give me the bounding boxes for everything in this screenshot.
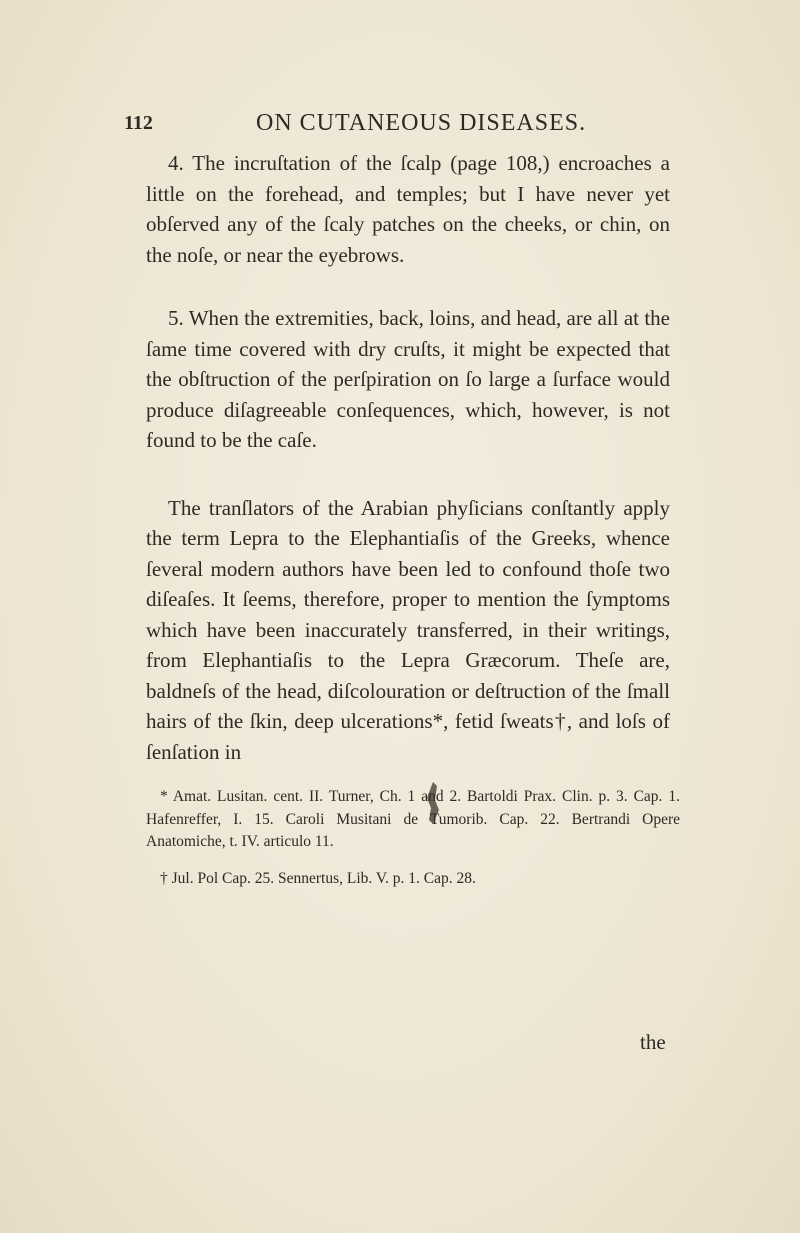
catchword: the (640, 1030, 666, 1054)
running-title: ON CUTANEOUS DISEASES. (256, 110, 587, 136)
paragraph-translators: The tranſlators of the Arabian phyſicians conſtantly apply the term Lepra to the Elephantiaſis of the Greeks, whence ſeveral modern authors have been led to confound thoſe two diſeaſes. It ſeems, therefore, proper to mention the ſymptoms which have been inaccurately transferred, in their writings, from Elephantiaſis to the Lepra Græcorum. Theſe are, baldneſs of the head, diſcolouration or deſtruction of the ſmall hairs of the ſkin, deep ulcerations*, fetid ſweats†, and loſs of ſenſation in (146, 495, 670, 764)
page-number: 112 (124, 112, 153, 134)
footnote-asterisk: * Amat. Lusitan. cent. II. Turner, Ch. 1 and 2. Bartoldi Prax. Clin. p. 3. Cap. 1. Hafenreffer, I. 15. Caroli Musitani de Tumorib. Cap. 22. Bertrandi Opere Anatomiche, t. IV. articulo 11. (146, 788, 680, 850)
paragraph-4: 4. The incruſtation of the ſcalp (page 108,) encroaches a little on the forehead, and temples; but I have never yet obſerved any of the ſcaly patches on the cheeks, or chin, on the noſe, or near the eyebrows. (146, 151, 670, 267)
body-text (146, 148, 670, 767)
footnotes (146, 786, 680, 890)
paragraph-5: 5. When the extremities, back, loins, and head, are all at the ſame time covered with dry cruſts, it might be expected that the obſtruction of the perſpiration on ſo large a ſurface would produce diſagreeable conſequences, which, however, is not found to be the caſe. (146, 306, 670, 452)
footnote-dagger: † Jul. Pol Cap. 25. Sennertus, Lib. V. p. 1. Cap. 28. (160, 869, 476, 887)
